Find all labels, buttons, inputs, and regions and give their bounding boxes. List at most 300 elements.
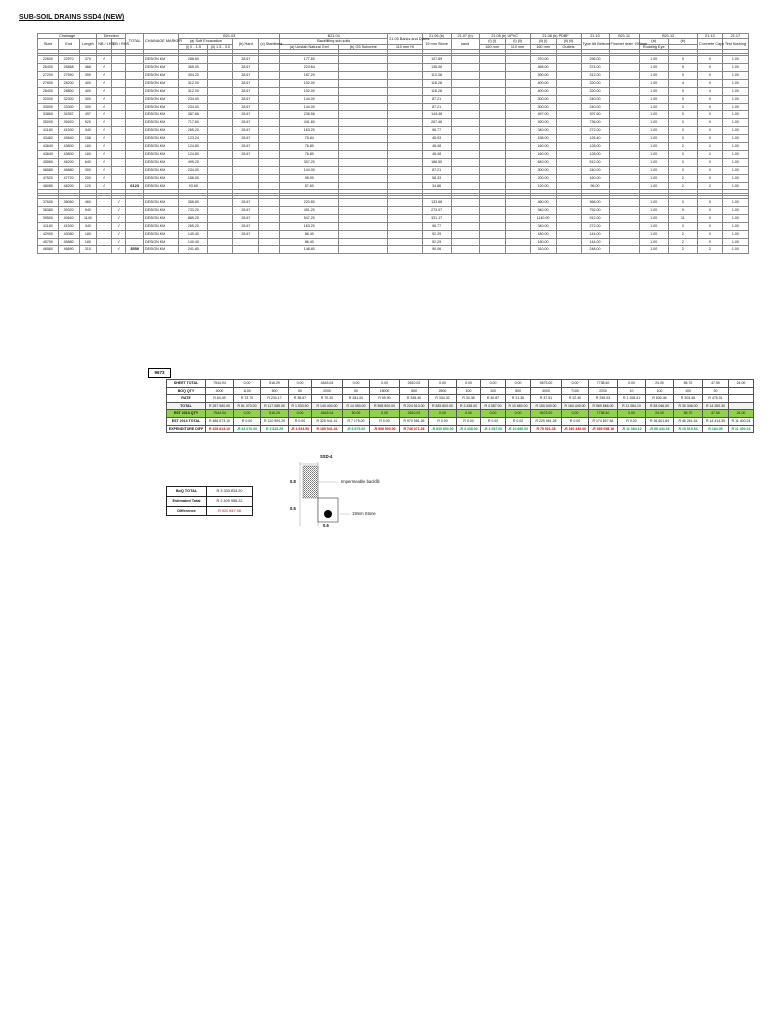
cell-flownet xyxy=(609,103,639,111)
cell-length: 160 xyxy=(79,143,97,151)
cell-test-flushing: 1.00 xyxy=(722,198,748,206)
summary-cell: R 22.40 xyxy=(562,395,589,403)
cell-nb-lhs xyxy=(97,222,112,230)
table-row xyxy=(38,103,749,111)
cell-ii-i: 310.00 xyxy=(530,246,556,254)
cell-19mm-stone: 186.50 xyxy=(422,158,451,166)
cell-stabilised xyxy=(259,230,280,238)
cell-g5 xyxy=(339,214,388,222)
cell-nb-lhs: √ xyxy=(97,71,112,79)
cell-soft-excavation: 733.20 xyxy=(179,206,208,214)
cell-ii-i: 300.00 xyxy=(530,95,556,103)
cell-nb-lhs xyxy=(97,238,112,246)
cell-caps: 5 xyxy=(697,198,722,206)
cell-19mm-stone: 58.33 xyxy=(422,174,451,182)
cell-ii-i: 940.00 xyxy=(530,206,556,214)
cell-outlets: 1.00 xyxy=(639,143,668,151)
cell-19mm-stone: 113.38 xyxy=(422,71,451,79)
summary-cell: R 160 440.00 xyxy=(562,402,589,410)
cell-type-a6: 912.00 xyxy=(581,214,609,222)
cell-length: 497 xyxy=(79,111,97,119)
label-backfill: Impermeable backfill xyxy=(341,479,380,484)
cell-length: 920 xyxy=(79,119,97,127)
cell-sb-rhs: √ xyxy=(111,222,126,230)
summary-cell: 0.00 xyxy=(562,380,589,388)
cell-banks xyxy=(388,71,422,79)
cell-rodding: 2 xyxy=(668,230,697,238)
summary-cell: R 26 601.84 xyxy=(646,417,674,425)
cell-length: 340 xyxy=(79,127,97,135)
cell-19mm-stone: 273.07 xyxy=(422,206,451,214)
summary-cell: R 117 085.00 xyxy=(261,402,289,410)
cell-sand xyxy=(451,166,479,174)
cell-caps: 0 xyxy=(697,71,722,79)
summary-cell: R 486 573.10 xyxy=(206,417,234,425)
summary-cell: 24.00 xyxy=(729,380,754,388)
cell-rodding: 2 xyxy=(668,246,697,254)
cell-exc-15-30 xyxy=(208,71,233,79)
cell-chainage-marker: DESIGN KM xyxy=(143,150,178,158)
cell-flownet xyxy=(609,206,639,214)
trench-section-drawing xyxy=(280,454,395,539)
cell-flownet xyxy=(609,143,639,151)
cell-outlets: 1.00 xyxy=(639,182,668,190)
summary-cell: R 38.67 xyxy=(289,395,312,403)
cell-outlets: 1.00 xyxy=(639,71,668,79)
cell-end: 38060 xyxy=(58,198,79,206)
boq-label: BoQ TOTAL xyxy=(167,487,207,497)
cell-caps: 0 xyxy=(697,63,722,71)
table-row xyxy=(38,63,749,71)
cell-19mm-stone: 46.48 xyxy=(422,150,451,158)
cell-total xyxy=(126,166,144,174)
summary-cell: 500 xyxy=(261,387,289,395)
cell-end: 34357 xyxy=(58,111,79,119)
cell-ii-ii xyxy=(556,158,581,166)
summary-cell: 4000 xyxy=(531,387,562,395)
hdr-length: Length xyxy=(79,39,97,50)
cell-outlets: 1.00 xyxy=(639,222,668,230)
cell-ii-ii xyxy=(556,143,581,151)
cell-outlets: 1.00 xyxy=(639,230,668,238)
cell-end: 43080 xyxy=(58,230,79,238)
hdr-total: TOTAL xyxy=(126,34,144,50)
cell-end: 43800 xyxy=(58,143,79,151)
cell-ii-ii xyxy=(556,222,581,230)
cell-start: 42900 xyxy=(38,230,59,238)
cell-ii-ii xyxy=(556,135,581,143)
drain-schedule-table xyxy=(37,33,749,254)
summary-row xyxy=(167,402,754,410)
cell-ii-i: 920.00 xyxy=(530,119,556,127)
summary-cell: 2810.02 xyxy=(400,380,429,388)
cell-chainage-marker: DESIGN KM xyxy=(143,174,178,182)
cell-sand xyxy=(451,135,479,143)
cell-type-a6: 126.40 xyxy=(581,135,609,143)
cell-end: 22970 xyxy=(58,56,79,64)
cell-stabilised xyxy=(259,87,280,95)
cell-banks xyxy=(388,214,422,222)
cell-g5 xyxy=(339,198,388,206)
cell-start: 33860 xyxy=(38,111,59,119)
summary-cell: 0.00 xyxy=(234,380,261,388)
cell-end: 39320 xyxy=(58,206,79,214)
cell-caps: 0 xyxy=(697,206,722,214)
summary-cell: -R 4 087.00 xyxy=(481,425,506,433)
summary-cell: R 475.01 xyxy=(703,395,729,403)
cell-type-a6: 374.00 xyxy=(581,63,609,71)
cell-soft-excavation: 265.20 xyxy=(179,127,208,135)
hdr-b2104: B21.04 xyxy=(280,34,388,39)
cell-exc-15-30 xyxy=(208,150,233,158)
cell-i-ii xyxy=(505,56,530,64)
hdr-chainage: Chainage xyxy=(38,34,97,39)
cell-banks xyxy=(388,135,422,143)
cell-start: 43640 xyxy=(38,143,59,151)
cell-exc-15-30 xyxy=(208,95,233,103)
table-row xyxy=(38,222,749,230)
cell-backfill: 192.00 xyxy=(280,87,339,95)
summary-table xyxy=(166,379,754,433)
cell-start: 26400 xyxy=(38,63,59,71)
summary-cell: 0.00 xyxy=(506,410,531,418)
cell-sand xyxy=(451,143,479,151)
summary-cell: R 120 900.29 xyxy=(261,417,289,425)
cell-caps: 0 xyxy=(697,79,722,87)
hdr-160b: 160 mm xyxy=(530,44,556,49)
cell-stabilised xyxy=(259,127,280,135)
summary-cell: 1100 xyxy=(234,387,261,395)
hdr-sb-rhs: SB / RHS xyxy=(111,39,126,50)
cell-rodding: 0 xyxy=(668,158,697,166)
cell-banks xyxy=(388,246,422,254)
summary-cell: R 598 500.00 xyxy=(370,402,400,410)
summary-cell: 7544.94 xyxy=(206,410,234,418)
cell-total xyxy=(126,119,144,127)
cell-ii-ii xyxy=(556,111,581,119)
summary-cell: 0.00 xyxy=(506,380,531,388)
cell-nb-lhs: √ xyxy=(97,79,112,87)
summary-cell: 2000 xyxy=(312,387,343,395)
cell-end: 41500 xyxy=(58,127,79,135)
cell-g5 xyxy=(339,230,388,238)
summary-cell: R 30 346.00 xyxy=(674,402,703,410)
cell-type-a6: 320.00 xyxy=(581,79,609,87)
cell-nb-lhs: √ xyxy=(97,174,112,182)
cell-rodding: 0 xyxy=(668,135,697,143)
summary-cell: R 569 866.00 xyxy=(589,402,618,410)
cell-g5 xyxy=(339,182,388,190)
cell-nb-lhs: √ xyxy=(97,119,112,127)
cell-test-flushing: 1.00 xyxy=(722,135,748,143)
cell-type-a6: 240.00 xyxy=(581,166,609,174)
cell-length: 310 xyxy=(79,246,97,254)
summary-cell: R 75 921.28 xyxy=(531,425,562,433)
cell-banks xyxy=(388,198,422,206)
cell-backfill: 76.80 xyxy=(280,150,339,158)
cell-stabilised xyxy=(259,174,280,182)
cell-caps: 0 xyxy=(697,127,722,135)
cell-outlets: 1.00 xyxy=(639,111,668,119)
summary-cell: 30 xyxy=(703,387,729,395)
cell-flownet xyxy=(609,166,639,174)
cell-nb-lhs: √ xyxy=(97,135,112,143)
summary-cell: 4643.04 xyxy=(312,380,343,388)
cell-hard: 28.67 xyxy=(233,71,259,79)
summary-cell: -R 1 933.50 xyxy=(289,425,312,433)
cell-ii-i: 340.00 xyxy=(530,222,556,230)
cell-total xyxy=(126,127,144,135)
cell-exc-15-30 xyxy=(208,166,233,174)
cell-type-a6: 240.00 xyxy=(581,95,609,103)
summary-cell: R 150 040.00 xyxy=(531,402,562,410)
cell-nb-lhs xyxy=(97,214,112,222)
cell-test-flushing: 1.00 xyxy=(722,182,748,190)
hdr-rodding: Rodding Eye xyxy=(639,44,668,49)
cell-outlets: 1.00 xyxy=(639,63,668,71)
cell-sb-rhs xyxy=(111,63,126,71)
cell-ii-i: 400.00 xyxy=(530,79,556,87)
cell-caps: 0 xyxy=(697,158,722,166)
cell-start: 46580 xyxy=(38,166,59,174)
cell-flownet xyxy=(609,56,639,64)
cell-i-i xyxy=(479,174,505,182)
cell-end: 45880 xyxy=(58,238,79,246)
label-stone: 19mm Stone xyxy=(352,511,376,516)
cell-chainage-marker: DESIGN KM xyxy=(143,127,178,135)
cell-i-i xyxy=(479,95,505,103)
cell-soft-excavation: 241.80 xyxy=(179,246,208,254)
summary-cell: 50 xyxy=(343,387,370,395)
summary-cell: R 259.03 xyxy=(589,395,618,403)
cell-start: 43640 xyxy=(38,150,59,158)
cell-total xyxy=(126,230,144,238)
cell-total: 3550 xyxy=(126,246,144,254)
cell-outlets: 1.00 xyxy=(639,174,668,182)
cell-hard: 28.67 xyxy=(233,127,259,135)
hdr-hard: (b) Hard xyxy=(233,39,259,50)
cell-type-a6: 368.00 xyxy=(581,198,609,206)
cell-length: 940 xyxy=(79,206,97,214)
cell-chainage-marker: DESIGN KM xyxy=(143,246,178,254)
cell-i-i xyxy=(479,246,505,254)
cell-i-i xyxy=(479,111,505,119)
cell-test-flushing: 1.00 xyxy=(722,238,748,246)
cell-19mm-stone: 87.21 xyxy=(422,166,451,174)
cell-banks xyxy=(388,127,422,135)
cell-type-a6: 512.00 xyxy=(581,158,609,166)
cell-test-flushing: 1.00 xyxy=(722,63,748,71)
cell-banks xyxy=(388,158,422,166)
summary-cell: R 164.05 xyxy=(703,425,729,433)
cell-start: 28400 xyxy=(38,87,59,95)
summary-row xyxy=(167,395,754,403)
cell-g5 xyxy=(339,119,388,127)
cell-g5 xyxy=(339,238,388,246)
cell-hard: 28.67 xyxy=(233,103,259,111)
cell-caps: 0 xyxy=(697,103,722,111)
cell-end: 43640 xyxy=(58,135,79,143)
boq-label: Difference xyxy=(167,506,207,516)
cell-ii-ii xyxy=(556,214,581,222)
cell-total xyxy=(126,222,144,230)
cell-hard: 28.67 xyxy=(233,150,259,158)
summary-cell: -R 160 440.00 xyxy=(562,425,589,433)
summary-cell: R 140 400.00 xyxy=(312,402,343,410)
cell-ii-i: 160.00 xyxy=(530,143,556,151)
summary-cell: R 0.00 xyxy=(429,417,457,425)
cell-type-a6: 144.00 xyxy=(581,230,609,238)
summary-cell: R 185 541.41 xyxy=(312,425,343,433)
cell-end: 32300 xyxy=(58,95,79,103)
cell-g5 xyxy=(339,87,388,95)
hdr-g5: (b) G5 Subcrete xyxy=(339,44,388,49)
summary-cell: R 1 933.50 xyxy=(289,402,312,410)
cell-19mm-stone: 52.29 xyxy=(422,230,451,238)
cell-g5 xyxy=(339,79,388,87)
boq-row xyxy=(167,496,253,506)
cell-stabilised xyxy=(259,119,280,127)
cell-ii-ii xyxy=(556,127,581,135)
cell-exc-15-30 xyxy=(208,87,233,95)
summary-cell: 2200 xyxy=(589,387,618,395)
cell-type-a6: 272.00 xyxy=(581,127,609,135)
ssd4-cross-section xyxy=(280,454,395,539)
cell-length: 158 xyxy=(79,135,97,143)
cell-caps: 0 xyxy=(697,214,722,222)
table-row xyxy=(38,56,749,64)
summary-row-label: BOQ QTY xyxy=(167,387,206,395)
hdr-19mm-stone: 19 mm Stone xyxy=(422,39,451,50)
cell-i-ii xyxy=(505,230,530,238)
cell-banks xyxy=(388,79,422,87)
cell-exc-15-30 xyxy=(208,230,233,238)
summary-cell: 24.00 xyxy=(646,380,674,388)
cell-nb-lhs: √ xyxy=(97,158,112,166)
cell-start: 45560 xyxy=(38,158,59,166)
cell-g5 xyxy=(339,63,388,71)
cell-length: 390 xyxy=(79,71,97,79)
cell-sand xyxy=(451,246,479,254)
summary-cell: -R 598 500.00 xyxy=(370,425,400,433)
hdr-ii-ii: (ii) (ii) xyxy=(556,39,581,44)
cell-sb-rhs xyxy=(111,174,126,182)
summary-cell: R 37.51 xyxy=(531,395,562,403)
summary-cell: R 225 961.28 xyxy=(531,417,562,425)
cell-banks xyxy=(388,238,422,246)
cell-backfill: 224.64 xyxy=(280,63,339,71)
cell-i-i xyxy=(479,71,505,79)
cell-length: 180 xyxy=(79,230,97,238)
cell-sb-rhs xyxy=(111,56,126,64)
summary-cell: 2810.02 xyxy=(400,410,429,418)
cell-sand xyxy=(451,119,479,127)
cell-hard xyxy=(233,182,259,190)
cell-i-i xyxy=(479,230,505,238)
summary-cell: 10 xyxy=(618,387,646,395)
cell-flownet xyxy=(609,174,639,182)
cell-total xyxy=(126,63,144,71)
cell-sb-rhs: √ xyxy=(111,238,126,246)
cell-sand xyxy=(451,198,479,206)
cell-banks xyxy=(388,63,422,71)
cell-chainage-marker: DESIGN KM xyxy=(143,182,178,190)
summary-cell: 24.00 xyxy=(729,410,754,418)
cell-ii-i: 160.00 xyxy=(530,150,556,158)
cell-stabilised xyxy=(259,111,280,119)
cell-start: 39500 xyxy=(38,214,59,222)
dim-bottom: 0.6 xyxy=(323,523,329,528)
cell-soft-excavation: 499.20 xyxy=(179,158,208,166)
cell-nb-lhs: √ xyxy=(97,95,112,103)
cell-i-i xyxy=(479,158,505,166)
cell-flownet xyxy=(609,222,639,230)
cell-length: 400 xyxy=(79,87,97,95)
cell-type-a6: 312.00 xyxy=(581,71,609,79)
hdr-exc-15-30: (ii) 1.5 - 3.0 xyxy=(208,44,233,49)
cell-chainage-marker: DESIGN KM xyxy=(143,95,178,103)
hdr-backfill: Backfilling sub soils xyxy=(280,39,388,44)
summary-row xyxy=(167,417,754,425)
cell-ii-ii xyxy=(556,79,581,87)
cell-stabilised xyxy=(259,206,280,214)
cell-flownet xyxy=(609,158,639,166)
cell-ii-ii xyxy=(556,166,581,174)
cell-caps: 2 xyxy=(697,246,722,254)
cell-hard: 28.67 xyxy=(233,87,259,95)
cell-soft-excavation: 234.00 xyxy=(179,95,208,103)
cell-soft-excavation: 265.20 xyxy=(179,222,208,230)
hdr-2107: 21.07 (b) xyxy=(451,34,479,39)
cell-g5 xyxy=(339,56,388,64)
cell-g5 xyxy=(339,158,388,166)
summary-cell: R 0.00 xyxy=(289,417,312,425)
drain-pipe xyxy=(324,510,332,518)
cell-backfill: 144.00 xyxy=(280,95,339,103)
cell-sand xyxy=(451,150,479,158)
summary-row-label: TOTAL xyxy=(167,402,206,410)
cell-stabilised xyxy=(259,79,280,87)
cell-chainage-marker: DESIGN KM xyxy=(143,71,178,79)
cell-type-a6: 144.00 xyxy=(581,238,609,246)
cell-ii-ii xyxy=(556,119,581,127)
cell-sand xyxy=(451,238,479,246)
cell-sand xyxy=(451,158,479,166)
cell-flownet xyxy=(609,63,639,71)
summary-cell: R 0.00 xyxy=(370,417,400,425)
cell-i-ii xyxy=(505,127,530,135)
cell-nb-lhs: √ xyxy=(97,63,112,71)
summary-cell: R 228 613.10 xyxy=(206,425,234,433)
cell-length: 300 xyxy=(79,95,97,103)
cell-flownet xyxy=(609,111,639,119)
table-row xyxy=(38,246,749,254)
cell-stabilised xyxy=(259,182,280,190)
cell-ii-ii xyxy=(556,103,581,111)
hdr-b2112: B21.12 xyxy=(639,34,697,39)
cell-i-ii xyxy=(505,238,530,246)
cell-hard: 28.67 xyxy=(233,111,259,119)
cell-backfill: 144.00 xyxy=(280,103,339,111)
cell-banks xyxy=(388,119,422,127)
cell-outlets: 1.00 xyxy=(639,214,668,222)
cell-i-i xyxy=(479,238,505,246)
impermeable-backfill-zone xyxy=(303,466,318,498)
cell-test-flushing: 1.00 xyxy=(722,87,748,95)
cell-chainage-marker: DESIGN KM xyxy=(143,158,178,166)
table-row xyxy=(38,150,749,158)
summary-cell: 650 xyxy=(400,387,429,395)
